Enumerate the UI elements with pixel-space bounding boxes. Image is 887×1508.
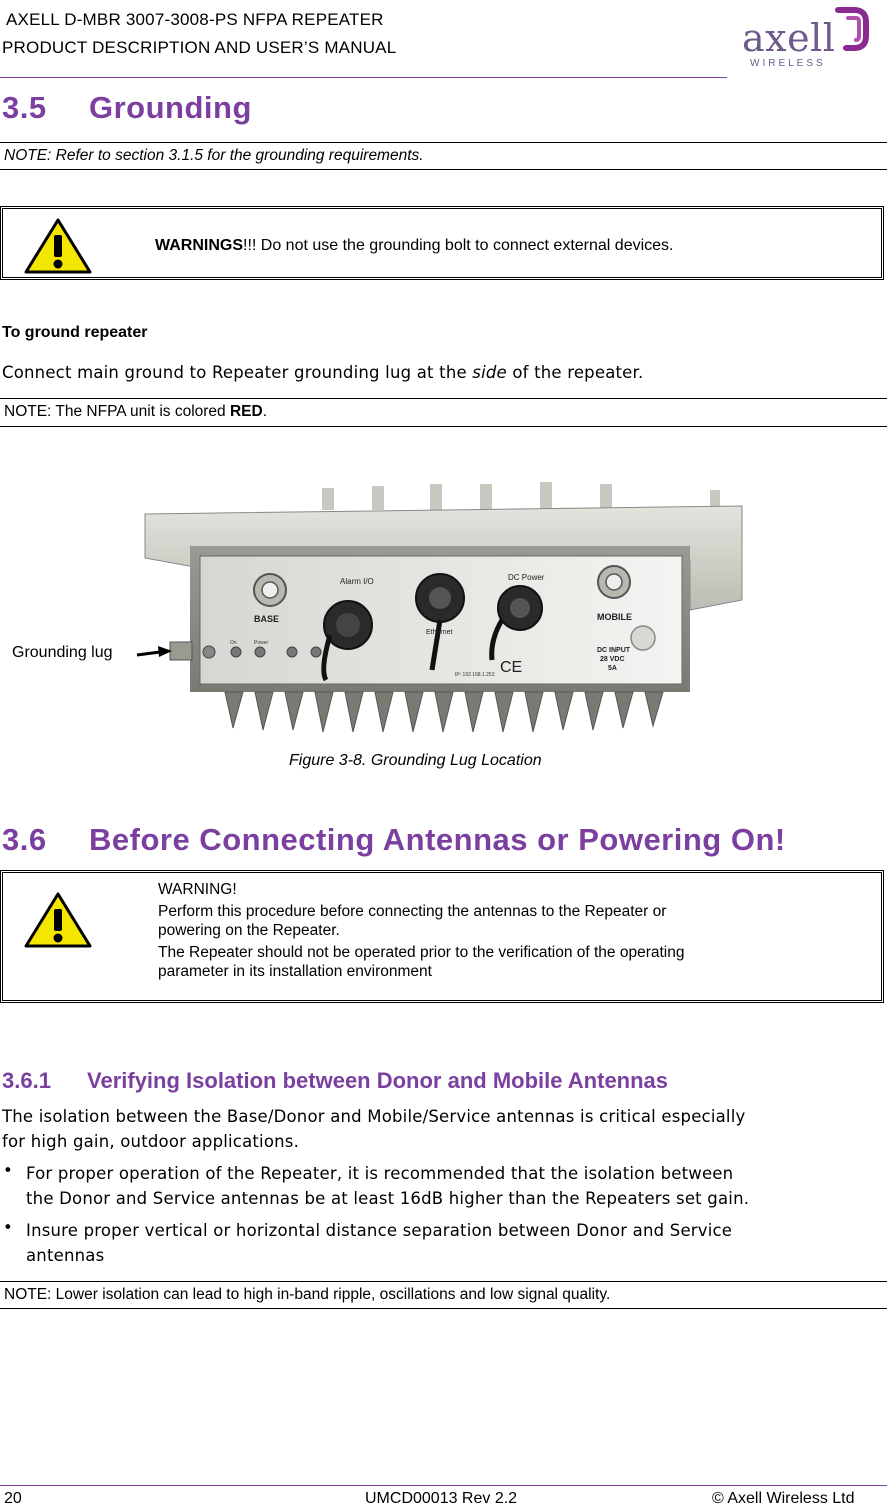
warning-box-grounding <box>0 206 884 280</box>
logo-name: axell <box>742 16 836 60</box>
warning-label: WARNINGS <box>155 237 243 254</box>
warning-line-2: powering on the Repeater. <box>158 922 340 939</box>
label-ip: IP: 192.168.1.253 <box>455 672 495 678</box>
procedure-text-emphasis: side <box>472 363 507 382</box>
isolation-paragraph <box>2 1104 745 1154</box>
procedure-text <box>2 363 643 382</box>
label-ce: CE <box>500 659 523 676</box>
warning-text <box>155 237 674 255</box>
label-dc-voltage: 28 VDC <box>600 656 625 663</box>
warning-title: WARNING! <box>158 881 237 898</box>
footer-doc-id: UMCD00013 Rev 2.2 <box>365 1490 518 1507</box>
mobile-connector <box>598 566 630 598</box>
warning-text-block <box>158 880 858 981</box>
header-title-line1: AXELL D-MBR 3007-3008-PS NFPA REPEATER <box>6 10 384 29</box>
warning-message: !!! Do not use the grounding bolt to connect external devices. <box>243 237 674 254</box>
callout-grounding-lug: Grounding lug <box>12 644 113 661</box>
base-connector <box>254 574 286 606</box>
note-lower-isolation: NOTE: Lower isolation can lead to high in-band ripple, oscillations and low signal quality. <box>0 1281 887 1309</box>
warning-box-antennas <box>0 870 884 1003</box>
note2-end: . <box>262 403 268 420</box>
figure-caption: Figure 3-8. Grounding Lug Location <box>289 752 542 769</box>
footer-rule <box>0 1485 887 1486</box>
label-ethernet: Ethernet <box>426 629 453 636</box>
procedure-text-end: of the repeater. <box>506 363 644 382</box>
note2-bold: RED <box>229 403 263 420</box>
section-title: Grounding <box>89 90 252 125</box>
bullet-1-line-2: the Donor and Service antennas be at least 16dB higher than the Repeaters set gain. <box>26 1189 750 1208</box>
bullet-icon: • <box>3 1218 13 1237</box>
warning-triangle-icon <box>23 891 93 949</box>
footer-page-number: 20 <box>4 1490 22 1507</box>
bullet-icon: • <box>3 1161 13 1180</box>
warning-line-1: Perform this procedure before connecting the antennas to the Repeater or <box>158 903 667 920</box>
callout-arrow <box>137 652 160 655</box>
bullet-2-line-2: antennas <box>26 1246 105 1265</box>
header-title-line2: PRODUCT DESCRIPTION AND USER’S MANUAL <box>2 38 397 57</box>
section-title: Before Connecting Antennas or Powering On! <box>89 822 786 857</box>
repeater-photo <box>0 480 887 740</box>
paragraph-line-2: for high gain, outdoor applications. <box>2 1132 300 1151</box>
header-rule <box>0 77 727 78</box>
axell-logo <box>742 6 882 74</box>
note2-text: NOTE: The NFPA unit is colored <box>4 403 230 420</box>
label-dc-current: 5A <box>608 665 617 672</box>
label-led-on: On <box>230 640 237 646</box>
warning-line-3: The Repeater should not be operated prior to the verification of the operating <box>158 944 685 961</box>
warning-triangle-icon <box>23 217 93 275</box>
bullet-1-line-1: For proper operation of the Repeater, it is recommended that the isolation between <box>26 1164 734 1183</box>
note-nfpa-color <box>0 398 887 427</box>
section-number: 3.6 <box>2 822 47 857</box>
section-number: 3.6.1 <box>2 1068 51 1093</box>
label-mobile: MOBILE <box>597 612 632 622</box>
section-heading-3-5 <box>2 90 252 126</box>
logo-subtext: WIRELESS <box>750 58 826 69</box>
footer-copyright: © Axell Wireless Ltd <box>712 1490 855 1507</box>
note-grounding-ref: NOTE: Refer to section 3.1.5 for the grounding requirements. <box>0 142 887 170</box>
label-alarm: Alarm I/O <box>340 577 374 586</box>
section-title: Verifying Isolation between Donor and Mobile Antennas <box>87 1068 669 1093</box>
section-heading-3-6-1 <box>2 1068 668 1094</box>
warning-line-4: parameter in its installation environment <box>158 963 432 980</box>
section-number: 3.5 <box>2 90 47 125</box>
label-dc-input: DC INPUT <box>597 647 631 654</box>
procedure-text-start: Connect main ground to Repeater grounding lug at the <box>2 363 473 382</box>
paragraph-line-1: The isolation between the Base/Donor and Mobile/Service antennas is critical especially <box>2 1107 746 1126</box>
section-heading-3-6 <box>2 822 786 858</box>
figure-grounding-lug <box>0 480 887 740</box>
label-led-power: Power <box>254 640 269 646</box>
bullet-2-line-1: Insure proper vertical or horizontal distance separation between Donor and Service <box>26 1221 733 1240</box>
label-dc-power: DC Power <box>508 573 545 582</box>
procedure-title: To ground repeater <box>2 324 148 341</box>
label-base: BASE <box>254 614 280 624</box>
